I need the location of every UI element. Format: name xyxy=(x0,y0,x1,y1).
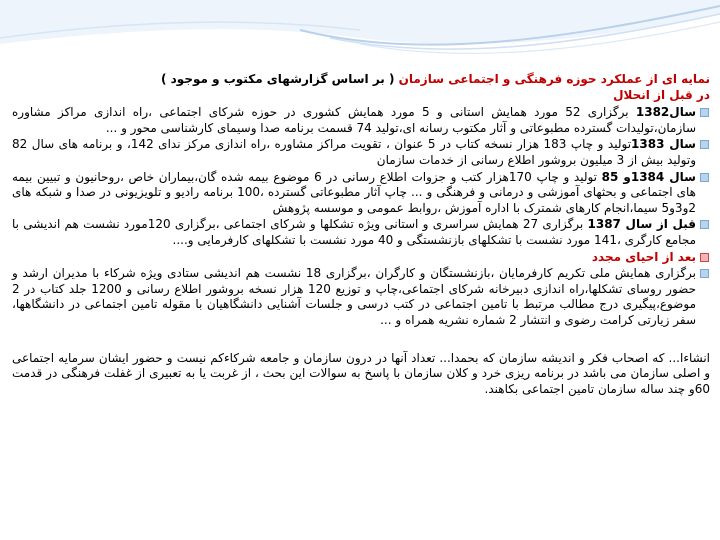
header-wave-decoration xyxy=(0,0,720,70)
list-item-before-1387 xyxy=(12,217,710,248)
item-text: برگزاری 52 مورد همایش استانی و 5 مورد همایش کشوری در حوزه شرکای اجتماعی ،راه اندازی مراکز مشاوره سازمان،تولیدات گسترده مطبوعاتی و آثار مکتوب رسانه ای،تولید 74 قسمت برنامه صدا وسیمای کارشناسی محور و ... xyxy=(12,105,696,135)
bullet-icon xyxy=(700,140,709,149)
item-year: سال1382 xyxy=(635,105,696,120)
page-title xyxy=(12,72,710,88)
document-body xyxy=(12,72,710,409)
list-item-after-revival-heading xyxy=(12,250,710,266)
list-item-1383 xyxy=(12,137,710,168)
bullet-icon xyxy=(700,173,709,182)
title-note: ( بر اساس گزارشهای مکتوب و موجود ) xyxy=(160,72,395,86)
item-text: تولید و چاپ 170هزار کتب و جزوات اطلاع رسانی در 6 موضوع بیمه شده گان،بیماران خاص ،روحانیون و تبیین بیمه های اجتماعی و بحثهای آموزشی و درمانی و فرهنگی و ... چاپ آثار مطبوعاتی گسترده ،100 برنامه رادیو و تلویزیونی در صدا و شبکه های 2و3و5 سیما،انجام کارهای شمترک با اداره آموزش ،روابط عمومی و موسسه پژوهش xyxy=(12,169,696,215)
list-item-1384-85 xyxy=(12,170,710,217)
item-year: سال 1383 xyxy=(631,137,696,152)
title-main: نمایه ای از عملکرد حوزه فرهنگی و اجتماعی سازمان xyxy=(394,72,710,86)
bullet-icon xyxy=(700,220,709,229)
list-item-after-revival xyxy=(12,266,710,328)
section-before-dissolution: در قبل از انحلال xyxy=(613,87,710,102)
item-year: سال 1384و 85 xyxy=(601,169,696,184)
bullet-icon xyxy=(700,269,709,278)
item-text: تولید و چاپ 183 هزار نسخه کتاب در 5 عنوان ، تقویت مراکز مشاوره ،راه اندازی مرکز ندای 142، و برنامه های سال 82 وتولید بیش از 3 میلیون بروشور اطلاع رسانی از خدمات سازمان xyxy=(12,137,696,167)
bullet-icon xyxy=(700,108,709,117)
bullet-icon xyxy=(700,253,709,262)
item-text: برگزاری همایش ملی تکریم کارفرمایان ،بازنشستگان و کارگران ،برگزاری 18 نشست هم اندیشی ستادی ویژه شرکاء با مدیران ارشد و حضور روسای تشکلها،راه اندازی دبیرخانه شرکای اجتماعی،چاپ و توزیع 120 هزار نسخه بروشور اطلاع رسانی و 1200 جلد کتاب در 2 موضوع،پیگیری درج مطالب مرتبط با تامین اجتماعی در کتب درسی و جلسات آشنایی دانشگاهیان با مقوله تامین اجتماعی در دانشگاهها، سفر زیارتی کرامت رضوی و انتشار 2 شماره نشریه همراه و ... xyxy=(12,266,697,327)
list-item-1382 xyxy=(12,105,710,136)
section-after-revival: بعد از احیای مجدد xyxy=(591,249,696,264)
item-year: قبل از سال 1387 xyxy=(587,217,696,232)
item-text: برگزاری 27 همایش سراسری و استانی ویژه تشکلها و شرکای اجتماعی ،برگزاری 120مورد نشست هم اندیشی با مجامع کارگری ،141 مورد نشست با تشکلهای بازنشستگی و 40 مورد نشست با تشکلهای کارفرمایی و.... xyxy=(12,217,696,247)
closing-paragraph: انشاءا... که اصحاب فکر و اندیشه سازمان که بحمدا... تعداد آنها در درون سازمان و جامعه شرکاءکم نیست و حضور ایشان سرمایه اجتماعی و اصلی سازمان می باشد در برنامه ریزی خرد و کلان سازمان با پاسخ به سوالات این بحث ، از غربت یا به تعبیری از غفلت فرهنگی در قدمت 60و چند ساله سازمان تامین اجتماعی بکاهند. xyxy=(12,350,710,396)
